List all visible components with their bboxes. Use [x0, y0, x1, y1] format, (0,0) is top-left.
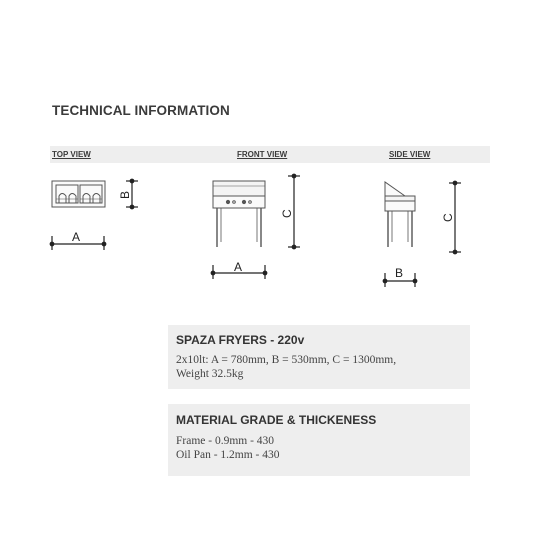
- front-view-dim-a-label: A: [234, 260, 243, 274]
- product-title: SPAZA FRYERS - 220v: [176, 333, 305, 347]
- material-title: MATERIAL GRADE & THICKENESS: [176, 413, 377, 427]
- side-view-dim-b-label: B: [395, 266, 404, 280]
- top-view-drawing: [52, 181, 105, 207]
- front-view-label: FRONT VIEW: [237, 150, 288, 159]
- page-title: TECHNICAL INFORMATION: [52, 103, 230, 118]
- top-view-label: TOP VIEW: [52, 150, 91, 159]
- side-view-label: SIDE VIEW: [389, 150, 431, 159]
- material-spec-box: [168, 404, 470, 476]
- material-oil-pan: Oil Pan - 1.2mm - 430: [176, 449, 280, 461]
- product-dimensions: 2x10lt: A = 780mm, B = 530mm, C = 1300mm,: [176, 354, 397, 366]
- front-view-drawing: [213, 181, 265, 247]
- side-view-drawing: [385, 182, 415, 247]
- side-view-dim-c-label: C: [441, 213, 455, 222]
- top-view-dim-b-label: B: [118, 190, 132, 199]
- top-view-dim-a-label: A: [72, 230, 81, 244]
- product-spec-box: [168, 325, 470, 389]
- front-view-dim-c-label: C: [280, 209, 294, 218]
- product-weight: Weight 32.5kg: [176, 368, 244, 380]
- material-frame: Frame - 0.9mm - 430: [176, 435, 275, 447]
